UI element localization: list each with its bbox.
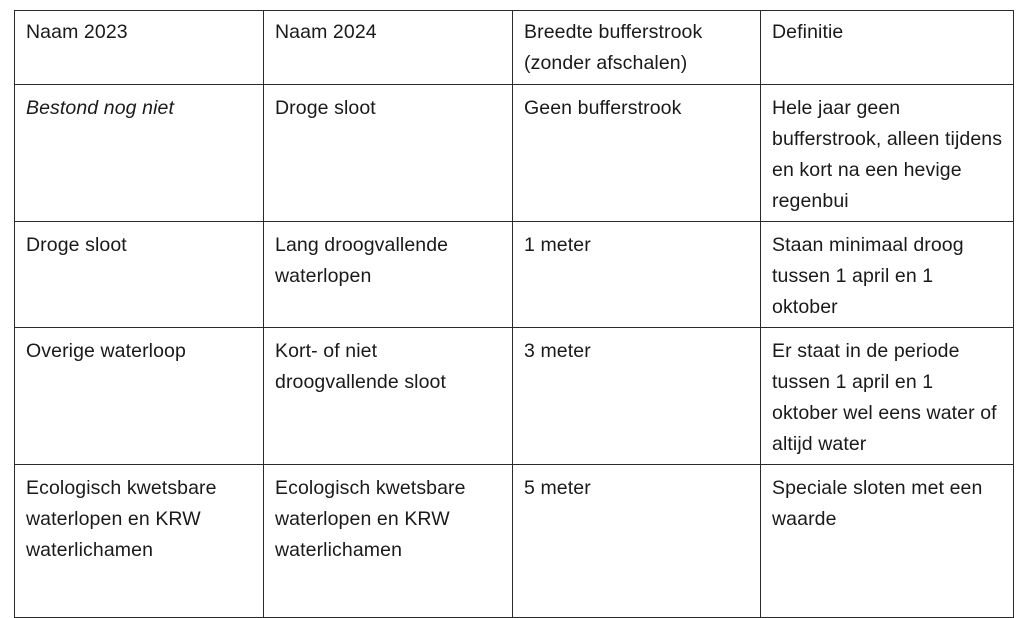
header-definitie: Definitie bbox=[761, 11, 1014, 85]
table-row bbox=[15, 465, 1014, 618]
cell-breedte: Geen bufferstrook bbox=[513, 85, 761, 222]
table-row bbox=[15, 222, 1014, 328]
cell-naam-2024: Lang droogvallende waterlopen bbox=[264, 222, 513, 328]
buffer-strip-table bbox=[14, 10, 1014, 618]
header-breedte-bufferstrook: Breedte bufferstrook (zonder afschalen) bbox=[513, 11, 761, 85]
cell-definitie: Staan minimaal droog tussen 1 april en 1 oktober bbox=[761, 222, 1014, 328]
cell-naam-2023: Bestond nog niet bbox=[15, 85, 264, 222]
cell-naam-2024: Droge sloot bbox=[264, 85, 513, 222]
table-row bbox=[15, 328, 1014, 465]
cell-breedte: 3 meter bbox=[513, 328, 761, 465]
cell-naam-2023: Overige waterloop bbox=[15, 328, 264, 465]
table-row bbox=[15, 85, 1014, 222]
cell-naam-2024: Kort- of niet droogvallende sloot bbox=[264, 328, 513, 465]
cell-breedte: 1 meter bbox=[513, 222, 761, 328]
cell-definitie: Speciale sloten met een waarde bbox=[761, 465, 1014, 618]
cell-definitie: Hele jaar geen bufferstrook, alleen tijdens en kort na een hevige regenbui bbox=[761, 85, 1014, 222]
cell-naam-2023: Droge sloot bbox=[15, 222, 264, 328]
header-naam-2023: Naam 2023 bbox=[15, 11, 264, 85]
cell-definitie: Er staat in de periode tussen 1 april en 1 oktober wel eens water of altijd water bbox=[761, 328, 1014, 465]
cell-breedte: 5 meter bbox=[513, 465, 761, 618]
cell-naam-2023: Ecologisch kwetsbare waterlopen en KRW waterlichamen bbox=[15, 465, 264, 618]
table-header-row bbox=[15, 11, 1014, 85]
header-naam-2024: Naam 2024 bbox=[264, 11, 513, 85]
cell-naam-2024: Ecologisch kwetsbare waterlopen en KRW waterlichamen bbox=[264, 465, 513, 618]
